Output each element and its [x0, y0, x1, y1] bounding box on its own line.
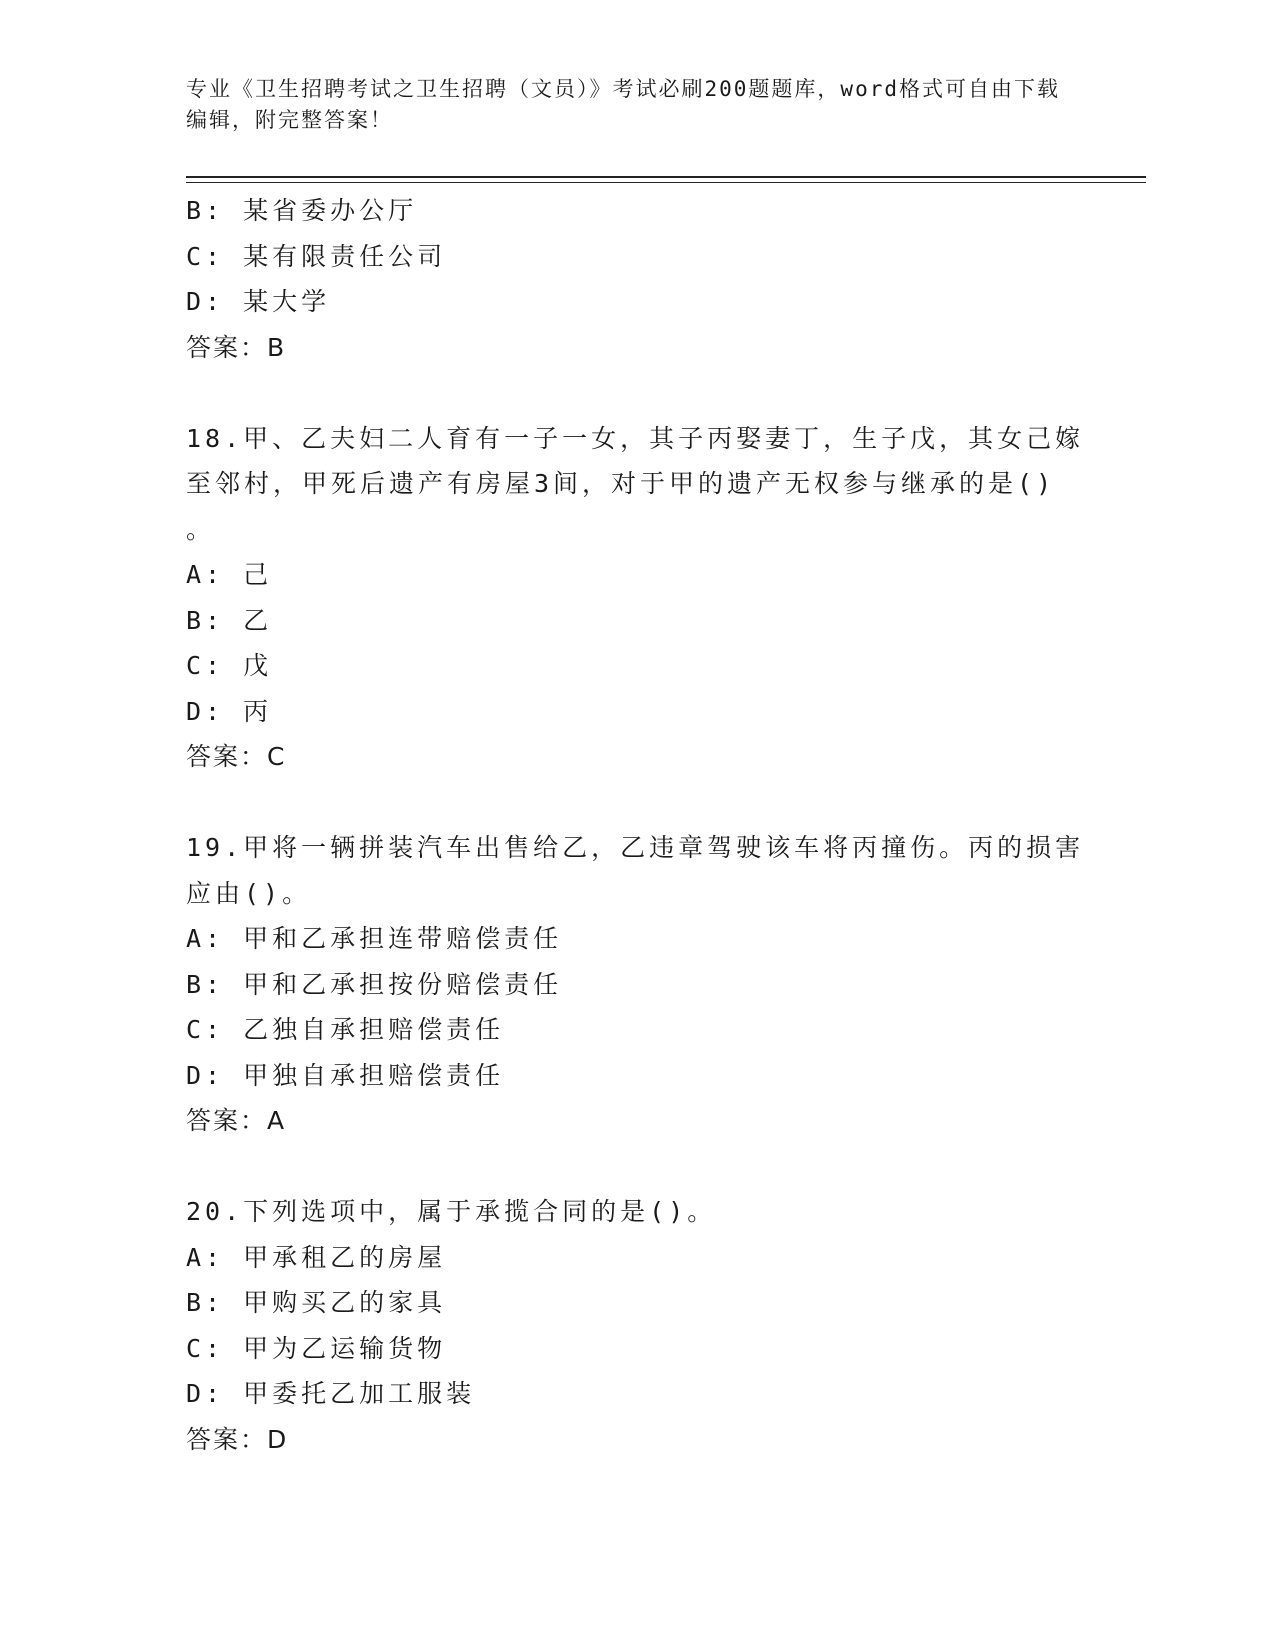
answer-line: 答案：A	[186, 1106, 287, 1135]
spacer	[186, 1144, 1066, 1190]
question-20	[186, 1189, 1066, 1462]
option-c: C: 乙独自承担赔偿责任	[186, 1015, 505, 1044]
option-b: B: 乙	[186, 605, 273, 635]
question-text-line: 应由()。	[186, 878, 312, 908]
option-c: C: 戊	[186, 651, 273, 680]
answer-line: 答案：C	[186, 742, 287, 771]
option-a: A: 甲和乙承担连带赔偿责任	[186, 924, 563, 953]
spacer	[186, 370, 1066, 416]
option-d: D: 丙	[186, 696, 273, 726]
option-b: B: 某省委办公厅	[186, 196, 418, 225]
header-divider-thin	[186, 182, 1146, 183]
option-d: D: 某大学	[186, 287, 331, 316]
option-c: C: 甲为乙运输货物	[186, 1333, 447, 1363]
question-17	[186, 188, 1066, 370]
question-text-line: 19.甲将一辆拼装汽车出售给乙，乙违章驾驶该车将丙撞伤。丙的损害	[186, 833, 1085, 862]
question-18	[186, 416, 1085, 780]
question-text-line: 。	[186, 514, 216, 544]
option-d: D: 甲委托乙加工服装	[186, 1379, 476, 1408]
question-text-line: 20.下列选项中，属于承揽合同的是()。	[186, 1197, 717, 1226]
question-list	[186, 188, 1085, 1462]
option-b: B: 甲和乙承担按份赔偿责任	[186, 969, 563, 999]
question-text-line: 18.甲、乙夫妇二人育有一子一女，其子丙娶妻丁，生子戊，其女己嫁	[186, 423, 1085, 453]
document-header: 专业《卫生招聘考试之卫生招聘（文员）》考试必刷200题题库，word格式可自由下载编辑，附完整答案！	[186, 77, 1060, 132]
answer-line: 答案：B	[186, 332, 287, 362]
option-a: A: 甲承租乙的房屋	[186, 1242, 447, 1272]
answer-line: 答案：D	[186, 1424, 289, 1454]
option-d: D: 甲独自承担赔偿责任	[186, 1060, 505, 1090]
option-b: B: 甲购买乙的家具	[186, 1288, 447, 1317]
option-a: A: 己	[186, 560, 273, 589]
spacer	[186, 780, 1066, 826]
option-c: C: 某有限责任公司	[186, 241, 447, 271]
header-divider-thick	[186, 176, 1146, 178]
question-text-line: 至邻村，甲死后遗产有房屋3间，对于甲的遗产无权参与继承的是()	[186, 469, 1056, 498]
question-19	[186, 825, 1085, 1144]
